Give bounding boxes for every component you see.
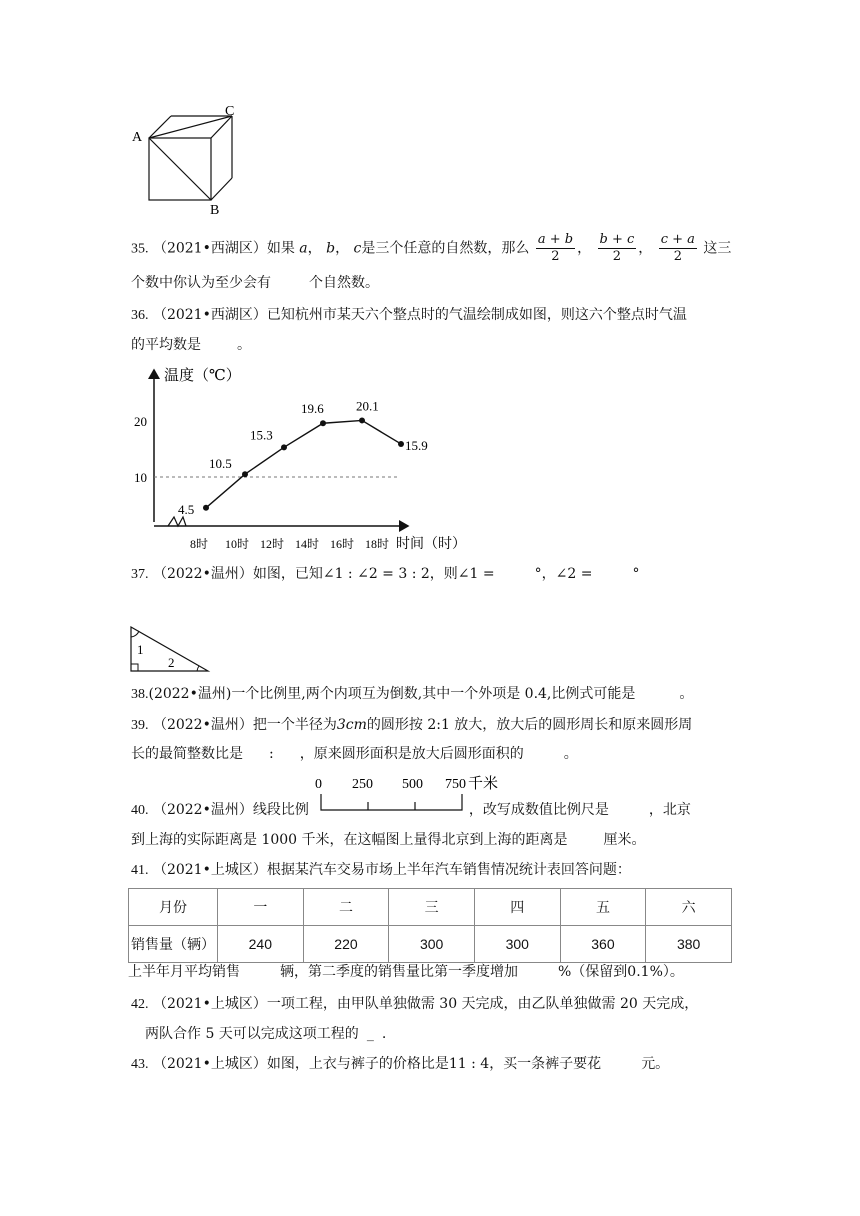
scale-label-500: 500 <box>402 777 423 792</box>
question-39: 39. （2022•温州）把一个半径为3cm的圆形按 2:1 放大，放大后的圆形周长和原来圆形周 <box>131 717 693 733</box>
question-35-line2: 个数中你认为至少会有 个自然数。 <box>131 275 379 291</box>
question-43: 43. （2021•上城区）如图，上衣与裤子的价格比是11 : 4，买一条裤子要花 元。 <box>131 1056 670 1072</box>
fraction-a-plus-b: $\frac{a + b}{2}$ <box>537 232 574 264</box>
data-label: 10.5 <box>209 456 232 472</box>
y-axis-label: 温度（℃） <box>164 368 241 384</box>
answer-blank[interactable]: _ <box>366 1026 374 1042</box>
question-41-answer-line: 上半年月平均销售 辆，第二季度的销售量比第一季度增加 %（保留到0.1%）。 <box>128 964 684 980</box>
data-point <box>320 420 326 426</box>
question-40-line2: 到上海的实际距离是 1000 千米，在这幅图上量得北京到上海的距离是 厘米。 <box>131 832 646 848</box>
question-42: 42. （2021•上城区）一项工程，由甲队单独做需 30 天完成，由乙队单独做需 20 天完成， <box>131 996 699 1012</box>
x-tick-label: 16时 <box>330 537 355 551</box>
data-point <box>398 441 404 447</box>
triangle-figure <box>128 624 212 674</box>
data-label: 4.5 <box>178 501 195 517</box>
y-tick-10: 10 <box>134 470 147 485</box>
data-label: 15.3 <box>250 427 273 443</box>
x-tick-label: 18时 <box>365 537 390 551</box>
fraction-c-plus-a: $\frac{c + a}{2}$ <box>660 232 695 264</box>
fraction-b-plus-c: $\frac{b + c}{2}$ <box>599 232 635 264</box>
data-point <box>281 444 287 450</box>
data-point <box>242 471 248 477</box>
question-38: 38.(2022•温州)一个比例里,两个内项互为倒数,其中一个外项是 0.4,比例式可能是 。 <box>131 686 694 702</box>
scale-unit: 千米 <box>468 776 499 792</box>
cube-figure <box>128 100 243 220</box>
cube-label-c: C <box>225 104 235 119</box>
table-row: 销售量（辆） 240 220 300 300 360 380 <box>129 926 732 963</box>
x-tick-label: 14时 <box>295 537 320 551</box>
angle-1-label: 1 <box>137 642 144 657</box>
question-36: 36. （2021•西湖区）已知杭州市某天六个整点时的气温绘制成如图，则这六个整点时气温 <box>131 307 687 323</box>
data-point <box>359 417 365 423</box>
x-tick-label: 10时 <box>225 537 250 551</box>
question-37: 37. （2022•温州）如图，已知∠1 : ∠2 = 3 : 2，则∠1 = °，∠2 = ° <box>131 566 640 582</box>
cube-label-b: B <box>210 203 220 218</box>
angle-2-label: 2 <box>168 655 175 670</box>
scale-label-750: 750 <box>445 777 466 792</box>
sales-table <box>128 888 732 963</box>
question-35: 35. （2021•西湖区）如果 a， b， c是三个任意的自然数，那么 $\frac{a + b}{2}$ ， $\frac{b + c}{2}$ ， $\frac{c + a}{2}$ 这三 <box>131 232 732 264</box>
question-42-line2: 两队合作 5 天可以完成这项工程的 _ . <box>145 1026 387 1042</box>
question-40: 40. （2022•温州）线段比例 ，改写成数值比例尺是 ，北京 <box>131 802 691 818</box>
scale-label-0: 0 <box>315 777 322 792</box>
data-label: 20.1 <box>356 398 379 414</box>
table-row: 月份 一 二 三 四 五 六 <box>129 889 732 926</box>
data-label: 15.9 <box>405 437 428 453</box>
temperature-line-chart <box>128 362 488 557</box>
data-label: 19.6 <box>301 401 324 417</box>
axis-break <box>168 517 186 526</box>
x-tick-label: 12时 <box>260 537 285 551</box>
temperature-series-line <box>206 420 401 507</box>
x-axis-label: 时间（时） <box>396 537 466 552</box>
cube-label-a: A <box>132 130 143 145</box>
y-tick-20: 20 <box>134 414 147 429</box>
scale-label-250: 250 <box>352 777 373 792</box>
question-41: 41. （2021•上城区）根据某汽车交易市场上半年汽车销售情况统计表回答问题： <box>131 862 631 878</box>
question-36-line2: 的平均数是 。 <box>131 337 251 353</box>
data-point <box>203 505 209 511</box>
question-39-line2: 长的最简整数比是 : ，原来圆形面积是放大后圆形面积的 。 <box>131 746 578 762</box>
x-tick-label: 8时 <box>190 537 209 551</box>
